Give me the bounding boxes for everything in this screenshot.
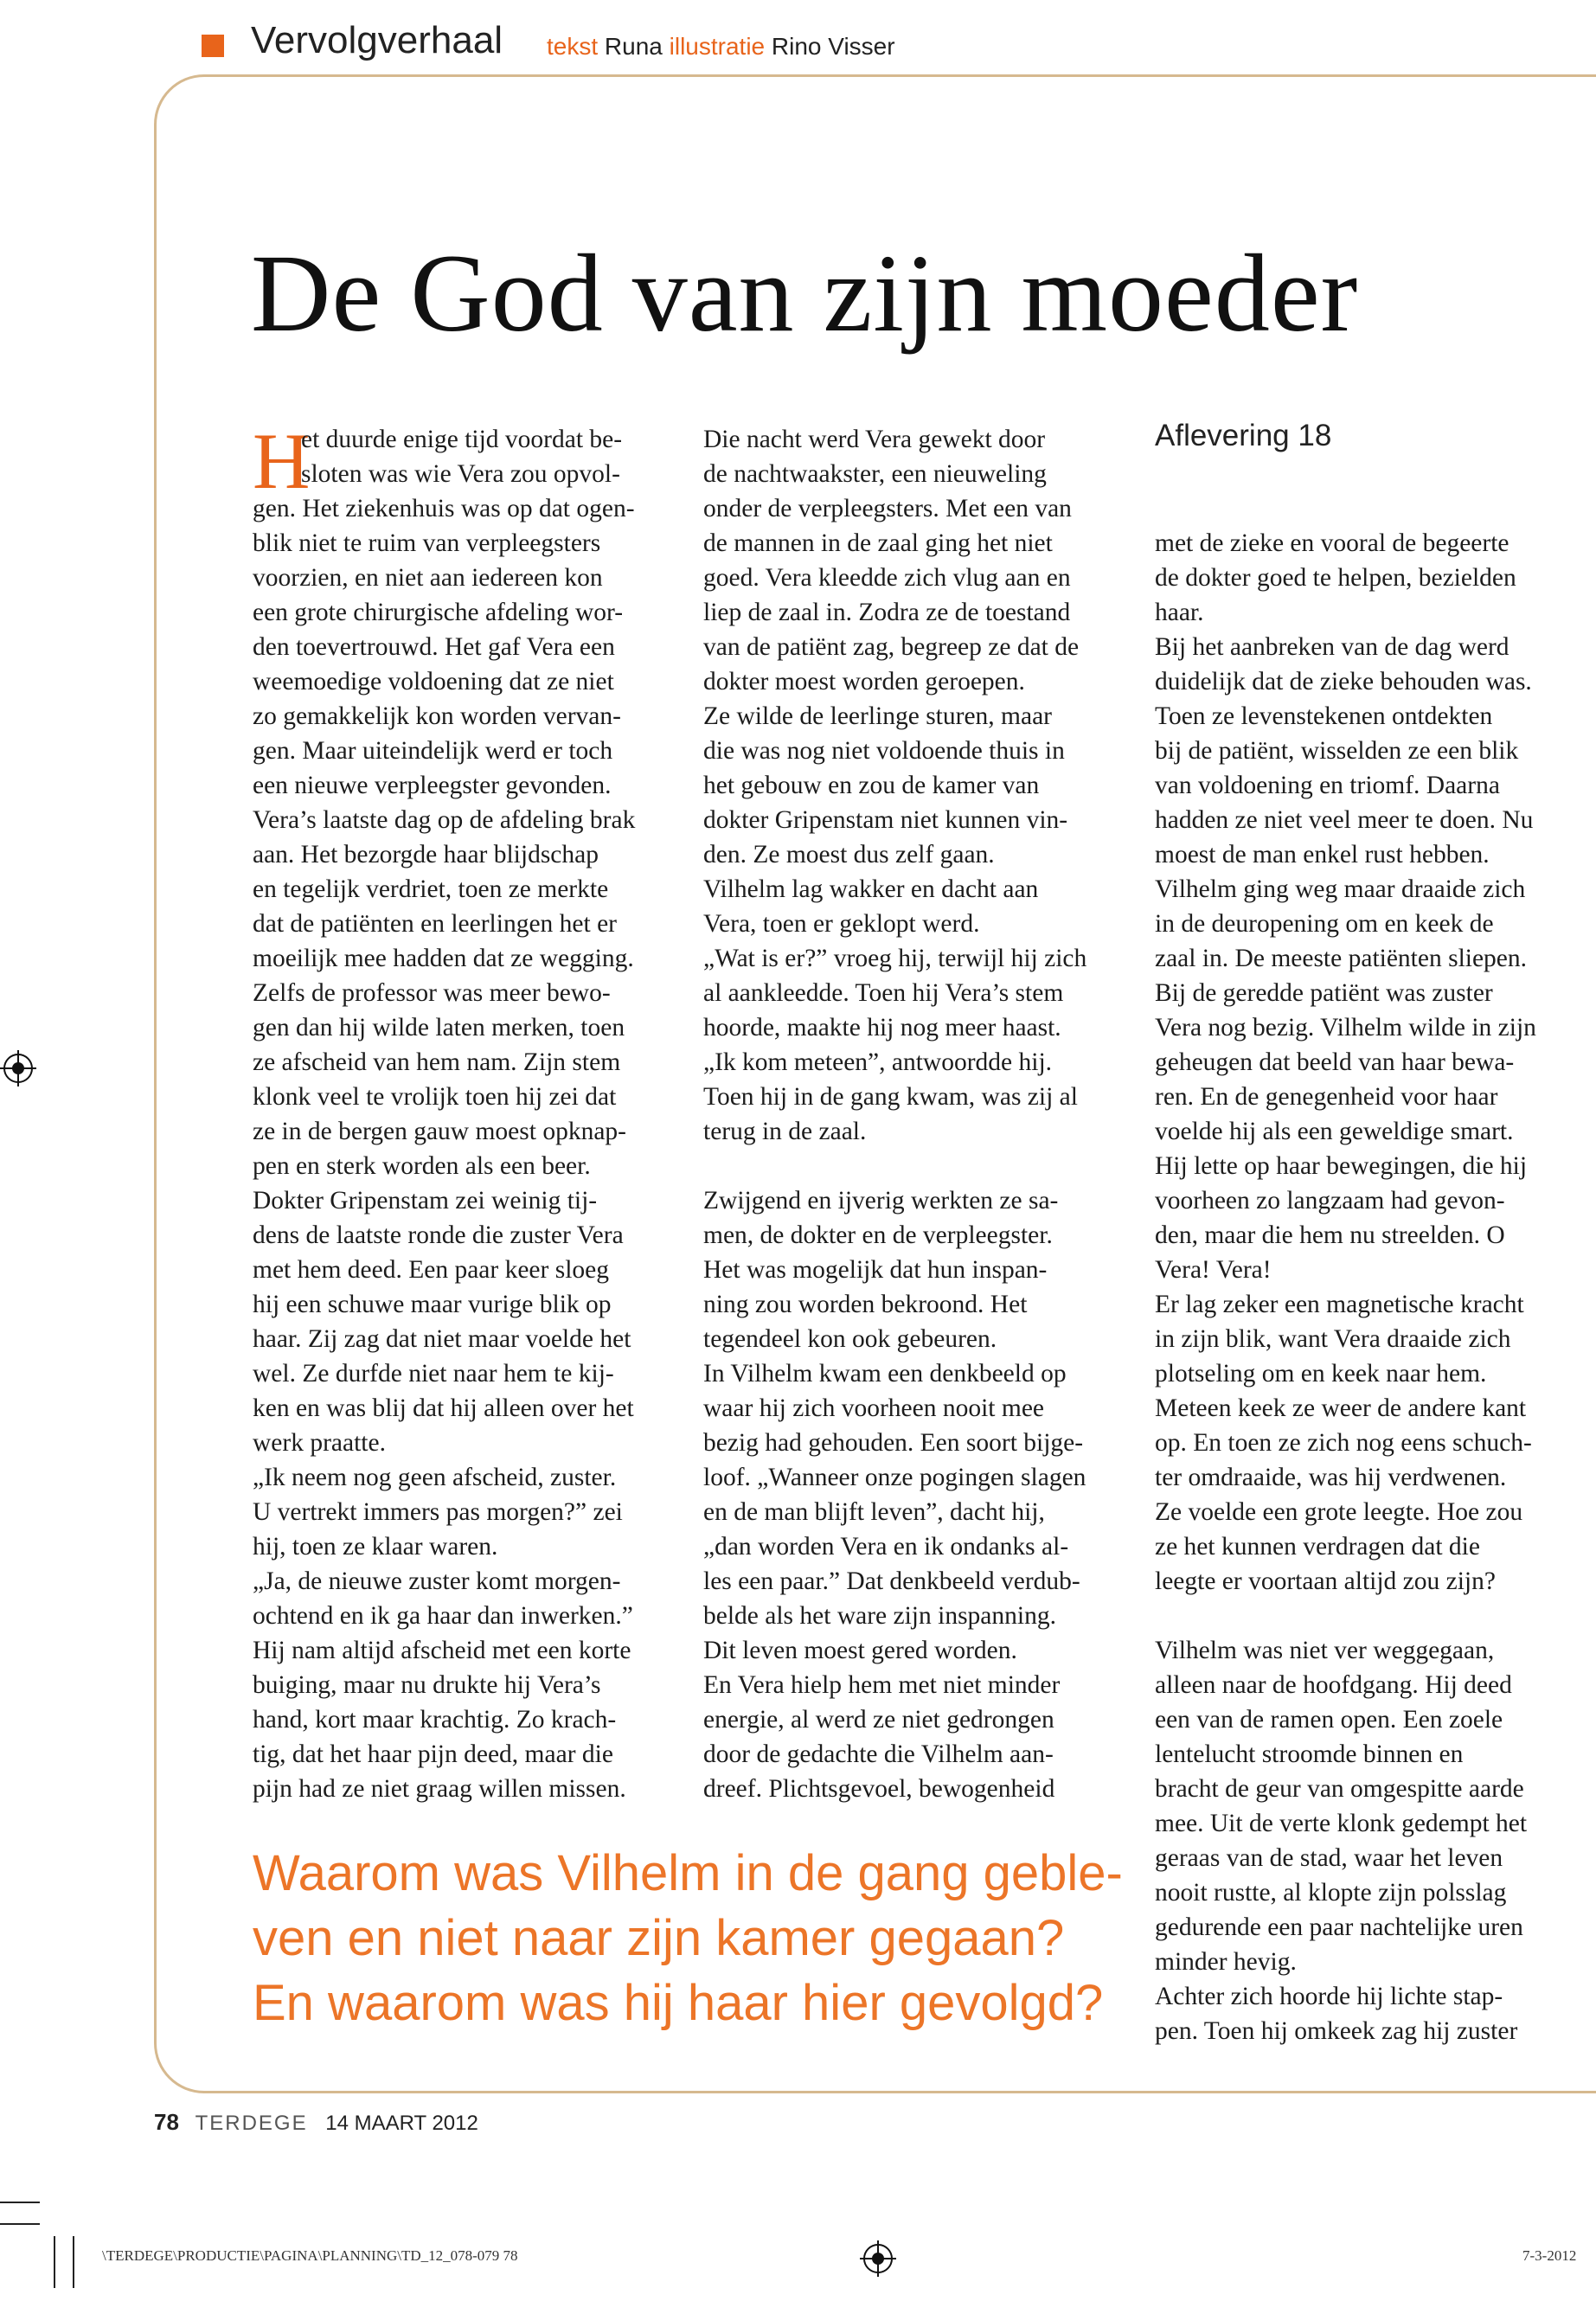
text-line: U vertrekt immers pas morgen?” zei xyxy=(253,1498,623,1526)
text-line: Waarom was Vilhelm in de gang geble- xyxy=(253,1845,1123,1901)
text-line: van de patiënt zag, begreep ze dat de xyxy=(703,633,1080,661)
text-line: al aankleedde. Toen hij Vera’s stem xyxy=(703,979,1064,1007)
text-line: hadden ze niet veel meer te doen. Nu xyxy=(1155,806,1534,834)
text-line: voelde hij als een geweldige smart. xyxy=(1155,1118,1514,1145)
text-line: gen. Maar uiteindelijk werd er toch xyxy=(253,737,613,765)
text-line: zaal in. De meeste patiënten sliepen. xyxy=(1155,945,1528,972)
text-line: sloten was wie Vera zou opvol- xyxy=(301,460,620,488)
text-line: door de gedachte die Vilhelm aan- xyxy=(703,1740,1054,1768)
text-line: een nieuwe verpleegster gevonden. xyxy=(253,772,612,799)
text-line: „dan worden Vera en ik ondanks al- xyxy=(703,1533,1069,1561)
text-line: een grote chirurgische afdeling wor- xyxy=(253,599,624,626)
text-line: op. En toen ze zich nog eens schuch- xyxy=(1155,1429,1532,1457)
text-line: den. Ze moest dus zelf gaan. xyxy=(703,841,995,868)
text-line: Vilhelm lag wakker en dacht aan xyxy=(703,875,1039,903)
text-line: „Wat is er?” vroeg hij, terwijl hij zich xyxy=(703,945,1087,972)
drop-cap: H xyxy=(253,417,311,505)
text-line: Vilhelm ging weg maar draaide zich xyxy=(1155,875,1526,903)
text-line: in de deuropening om en keek de xyxy=(1155,910,1494,938)
text-line: belde als het ware zijn inspanning. xyxy=(703,1602,1056,1630)
text-line: haar. Zij zag dat niet maar voelde het xyxy=(253,1325,631,1353)
print-slug: \TERDEGE\PRODUCTIE\PAGINA\PLANNING\TD_12_078-079 78 xyxy=(102,2247,518,2264)
text-column-2 xyxy=(703,422,1125,1806)
text-column-1 xyxy=(253,417,675,1806)
text-line xyxy=(1155,1599,1561,1633)
text-line: ter omdraaide, was hij verdwenen. xyxy=(1155,1464,1507,1491)
text-line xyxy=(703,1149,1125,1183)
text-line: ken en was blij dat hij alleen over het xyxy=(253,1394,634,1422)
text-line: de dokter goed te helpen, bezielden xyxy=(1155,564,1516,592)
text-line: „Ik kom meteen”, antwoordde hij. xyxy=(703,1048,1053,1076)
text-line: plotseling om en keek naar hem. xyxy=(1155,1360,1487,1388)
text-line: ze het kunnen verdragen dat die xyxy=(1155,1533,1480,1561)
text-line: Ze wilde de leerlinge sturen, maar xyxy=(703,702,1052,730)
text-line: en tegelijk verdriet, toen ze merkte xyxy=(253,875,609,903)
text-line: Vera’s laatste dag op de afdeling brak xyxy=(253,806,636,834)
text-line: zo gemakkelijk kon worden vervan- xyxy=(253,702,621,730)
section-marker xyxy=(202,35,224,57)
text-line: ze in de bergen gauw moest opknap- xyxy=(253,1118,626,1145)
crop-mark xyxy=(0,2202,40,2203)
text-line: Die nacht werd Vera gewekt door xyxy=(703,426,1046,453)
text-line: voorheen zo langzaam had gevon- xyxy=(1155,1187,1505,1215)
text-line: En waarom was hij haar hier gevolgd? xyxy=(253,1975,1104,2031)
text-line: In Vilhelm kwam een denkbeeld op xyxy=(703,1360,1067,1388)
text-line: dat de patiënten en leerlingen het er xyxy=(253,910,617,938)
text-line: Vera nog bezig. Vilhelm wilde in zijn xyxy=(1155,1014,1536,1042)
text-line: terug in de zaal. xyxy=(703,1118,867,1145)
issue-date: 14 MAART 2012 xyxy=(325,2112,478,2135)
registration-mark-icon xyxy=(3,1054,33,1083)
text-line: de nachtwaakster, een nieuweling xyxy=(703,460,1047,488)
crop-mark xyxy=(73,2236,74,2288)
text-line: Meteen keek ze weer de andere kant xyxy=(1155,1394,1527,1422)
text-line: les een paar.” Dat denkbeeld verdub- xyxy=(703,1567,1080,1595)
text-line: ze afscheid van hem nam. Zijn stem xyxy=(253,1048,621,1076)
text-line: mee. Uit de verte klonk gedempt het xyxy=(1155,1810,1528,1837)
crop-mark xyxy=(0,2223,40,2225)
text-line: liep de zaal in. Zodra ze de toestand xyxy=(703,599,1071,626)
text-line: dens de laatste ronde die zuster Vera xyxy=(253,1221,624,1249)
text-line: gedurende een paar nachtelijke uren xyxy=(1155,1913,1523,1941)
text-line: Vera, toen er geklopt werd. xyxy=(703,910,980,938)
text-line: Ze voelde een grote leegte. Hoe zou xyxy=(1155,1498,1523,1526)
text-line: een van de ramen open. Een zoele xyxy=(1155,1706,1503,1734)
text-line: geheugen dat beeld van haar bewa- xyxy=(1155,1048,1515,1076)
text-line: den, maar die hem nu streelden. O xyxy=(1155,1221,1505,1249)
text-line: bij de patiënt, wisselden ze een blik xyxy=(1155,737,1519,765)
text-column-3 xyxy=(1155,526,1561,2048)
text-line: geraas van de stad, waar het leven xyxy=(1155,1844,1503,1872)
text-line: Dit leven moest gered worden. xyxy=(703,1637,1017,1664)
text-line: Achter zich hoorde hij lichte stap- xyxy=(1155,1983,1503,2010)
text-line: in zijn blik, want Vera draaide zich xyxy=(1155,1325,1511,1353)
text-line: goed. Vera kleedde zich vlug aan en xyxy=(703,564,1071,592)
text-line: weemoedige voldoening dat ze niet xyxy=(253,668,614,695)
text-line: haar. xyxy=(1155,599,1204,626)
text-line: En Vera hielp hem met niet minder xyxy=(703,1671,1061,1699)
registration-mark-icon xyxy=(863,2244,893,2273)
text-line: nooit rustte, al klopte zijn polsslag xyxy=(1155,1879,1507,1907)
episode-label: Aflevering 18 xyxy=(1155,419,1332,452)
publication-name: TERDEGE xyxy=(195,2112,308,2135)
text-line: Vera! Vera! xyxy=(1155,1256,1272,1284)
text-line: duidelijk dat de zieke behouden was. xyxy=(1155,668,1532,695)
text-line: „Ja, de nieuwe zuster komt morgen- xyxy=(253,1567,621,1595)
text-line: alleen naar de hoofdgang. Hij deed xyxy=(1155,1671,1512,1699)
text-line: die was nog niet voldoende thuis in xyxy=(703,737,1065,765)
text-line: leegte er voortaan altijd zou zijn? xyxy=(1155,1567,1496,1595)
text-line: bezig had gehouden. Een soort bijge- xyxy=(703,1429,1084,1457)
credits xyxy=(547,33,895,61)
text-line: blik niet te ruim van verpleegsters xyxy=(253,529,601,557)
text-line: klonk veel te vrolijk toen hij zei dat xyxy=(253,1083,617,1111)
text-label: tekst xyxy=(547,33,599,60)
text-line: moest de man enkel rust hebben. xyxy=(1155,841,1490,868)
text-line: energie, al werd ze niet gedrongen xyxy=(703,1706,1054,1734)
text-line: bracht de geur van omgespitte aarde xyxy=(1155,1775,1524,1803)
text-line: pen. Toen hij omkeek zag hij zuster xyxy=(1155,2017,1518,2045)
text-line: men, de dokter en de verpleegster. xyxy=(703,1221,1053,1249)
text-line: Zelfs de professor was meer bewo- xyxy=(253,979,611,1007)
text-line: ren. En de genegenheid voor haar xyxy=(1155,1083,1498,1111)
text-line: werk praatte. xyxy=(253,1429,386,1457)
text-line: onder de verpleegsters. Met een van xyxy=(703,495,1072,522)
text-line: Het was mogelijk dat hun inspan- xyxy=(703,1256,1048,1284)
page-number: 78 xyxy=(154,2109,179,2135)
text-line: et duurde enige tijd voordat be- xyxy=(301,426,623,453)
text-line: „Ik neem nog geen afscheid, zuster. xyxy=(253,1464,617,1491)
text-line: Zwijgend en ijverig werkten ze sa- xyxy=(703,1187,1059,1215)
text-line: moeilijk mee hadden dat ze wegging. xyxy=(253,945,634,972)
text-line: dokter moest worden geroepen. xyxy=(703,668,1025,695)
page-footer xyxy=(154,2109,478,2136)
illustrator-name: Rino Visser xyxy=(771,33,895,60)
text-line: wel. Ze durfde niet naar hem te kij- xyxy=(253,1360,614,1388)
text-line: minder hevig. xyxy=(1155,1948,1297,1976)
text-line: van voldoening en triomf. Daarna xyxy=(1155,772,1500,799)
text-line: ven en niet naar zijn kamer gegaan? xyxy=(253,1910,1065,1966)
section-title: Vervolgverhaal xyxy=(251,19,503,61)
text-line: met hem deed. Een paar keer sloeg xyxy=(253,1256,609,1284)
text-line: Toen hij in de gang kwam, was zij al xyxy=(703,1083,1078,1111)
text-line: Er lag zeker een magnetische kracht xyxy=(1155,1291,1524,1318)
text-line: den toevertrouwd. Het gaf Vera een xyxy=(253,633,615,661)
print-slug-date: 7-3-2012 xyxy=(1522,2247,1577,2264)
text-line: Vilhelm was niet ver weggegaan, xyxy=(1155,1637,1495,1664)
text-line: Hij nam altijd afscheid met een korte xyxy=(253,1637,631,1664)
text-line: Dokter Gripenstam zei weinig tij- xyxy=(253,1187,598,1215)
text-line: ochtend en ik ga haar dan inwerken.” xyxy=(253,1602,633,1630)
text-line: en de man blijft leven”, dacht hij, xyxy=(703,1498,1045,1526)
text-line: Toen ze levenstekenen ontdekten xyxy=(1155,702,1493,730)
text-line: de mannen in de zaal ging het niet xyxy=(703,529,1053,557)
text-line: lentelucht stroomde binnen en xyxy=(1155,1740,1464,1768)
pull-quote xyxy=(253,1841,1123,2035)
text-line: Hij lette op haar bewegingen, die hij xyxy=(1155,1152,1528,1180)
text-line: gen dan hij wilde laten merken, toen xyxy=(253,1014,625,1042)
text-line: het gebouw en zou de kamer van xyxy=(703,772,1040,799)
text-line: dreef. Plichtsgevoel, bewogenheid xyxy=(703,1775,1055,1803)
illustration-label: illustratie xyxy=(669,33,766,60)
text-line: tig, dat het haar pijn deed, maar die xyxy=(253,1740,613,1768)
text-line: hand, kort maar krachtig. Zo krach- xyxy=(253,1706,617,1734)
text-line: gen. Het ziekenhuis was op dat ogen- xyxy=(253,495,635,522)
author-name: Runa xyxy=(604,33,663,60)
text-line: dokter Gripenstam niet kunnen vin- xyxy=(703,806,1068,834)
text-line: waar hij zich voorheen nooit mee xyxy=(703,1394,1045,1422)
text-line: aan. Het bezorgde haar blijdschap xyxy=(253,841,599,868)
text-line: ning zou worden bekroond. Het xyxy=(703,1291,1028,1318)
text-line: hoorde, maakte hij nog meer haast. xyxy=(703,1014,1061,1042)
text-line: loof. „Wanneer onze pogingen slagen xyxy=(703,1464,1086,1491)
text-line: buiging, maar nu drukte hij Vera’s xyxy=(253,1671,601,1699)
text-line: voorzien, en niet aan iedereen kon xyxy=(253,564,603,592)
text-line: hij, toen ze klaar waren. xyxy=(253,1533,498,1561)
text-line: pen en sterk worden als een beer. xyxy=(253,1152,591,1180)
text-line: Bij het aanbreken van de dag werd xyxy=(1155,633,1509,661)
text-line: pijn had ze niet graag willen missen. xyxy=(253,1775,626,1803)
text-line: hij een schuwe maar vurige blik op xyxy=(253,1291,612,1318)
article-title: De God van zijn moeder xyxy=(251,232,1359,355)
text-line: met de zieke en vooral de begeerte xyxy=(1155,529,1509,557)
text-line: tegendeel kon ook gebeuren. xyxy=(703,1325,997,1353)
text-line: Bij de geredde patiënt was zuster xyxy=(1155,979,1493,1007)
crop-mark xyxy=(54,2236,55,2288)
